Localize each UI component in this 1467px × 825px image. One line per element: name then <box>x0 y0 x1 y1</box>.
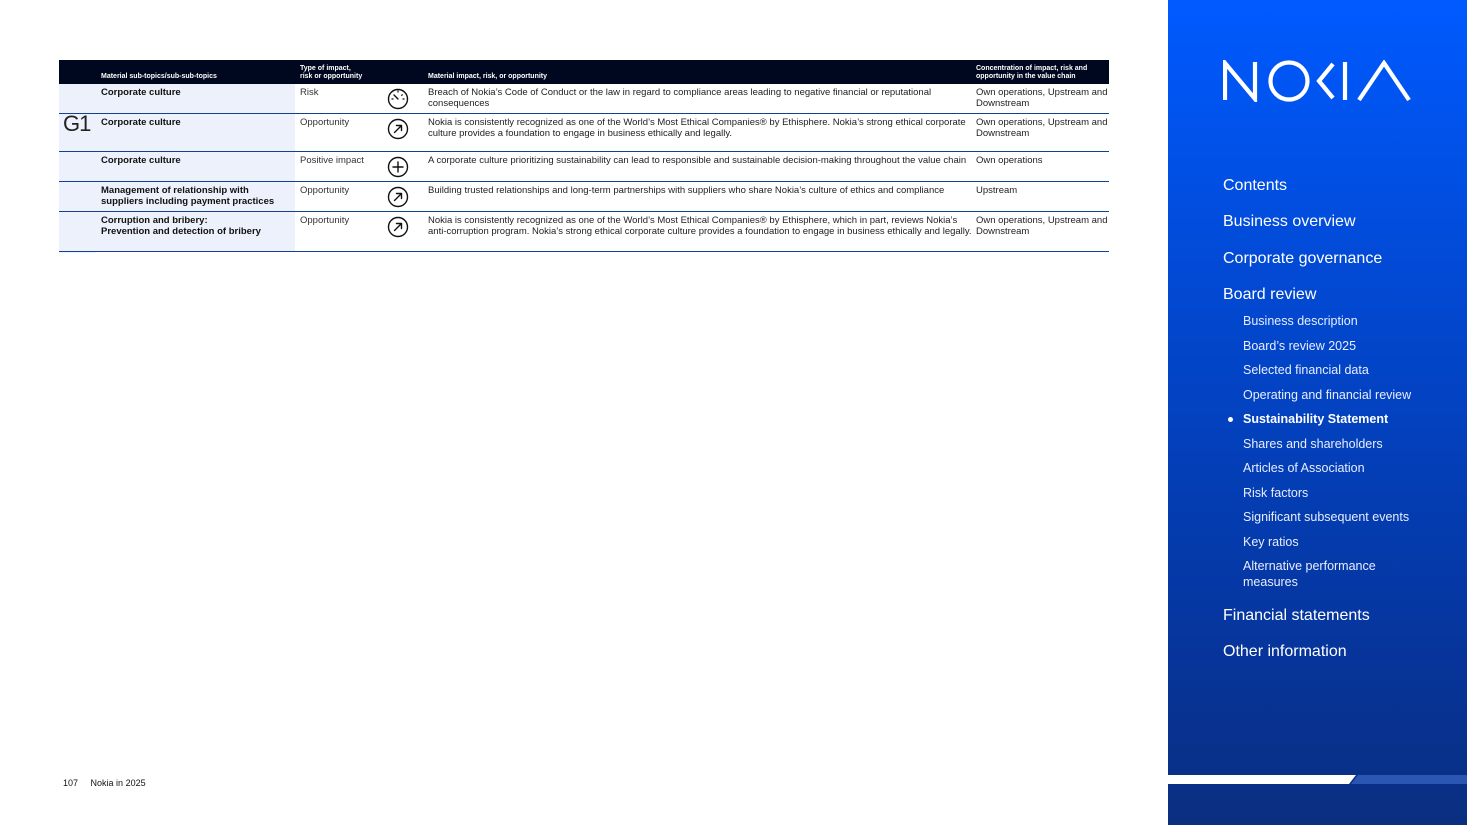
sidebar <box>1168 0 1467 825</box>
arrow-up-right-circle-icon <box>387 216 409 238</box>
row-type: Positive impact <box>300 155 364 166</box>
nav-risk-factors[interactable]: Risk factors <box>1243 486 1309 500</box>
row-conc: Own operations, Upstream and Downstream <box>976 87 1108 109</box>
page-number: 107 <box>63 778 79 788</box>
row-type: Opportunity <box>300 215 350 226</box>
header-desc: Material impact, risk, or opportunity <box>428 73 548 80</box>
row-type: Opportunity <box>300 117 350 128</box>
nav-business-description[interactable]: Business description <box>1243 314 1358 328</box>
active-bullet-icon <box>1228 417 1233 422</box>
row-desc: Nokia is consistently recognized as one of the World’s Most Ethical Companies® by Ethisphere. Nokia’s strong ethical corporate culture provides a foundation to engage in business ethically and legally. <box>428 117 966 139</box>
table-row <box>59 114 1109 152</box>
row-type: Risk <box>300 87 319 98</box>
page-footer <box>63 778 146 788</box>
plus-circle-icon <box>387 156 409 178</box>
table-row <box>59 182 1109 212</box>
document-title: Nokia in 2025 <box>90 778 146 788</box>
nav-key-ratios[interactable]: Key ratios <box>1243 535 1299 549</box>
header-topic: Material sub-topics/sub-sub-topics <box>101 73 217 80</box>
table-row <box>59 152 1109 182</box>
table-header <box>59 60 1109 84</box>
row-topic: Corporate culture <box>96 152 295 181</box>
nav-business-overview[interactable]: Business overview <box>1223 213 1356 230</box>
table-body <box>59 84 1109 252</box>
nokia-logo[interactable] <box>1223 60 1413 102</box>
row-topic: Management of relationship with suppliers including payment practices <box>96 182 295 211</box>
header-conc: Concentration of impact, risk and opportunity in the value chain <box>976 65 1088 80</box>
row-conc: Upstream <box>976 185 1018 196</box>
row-topic: Corporate culture <box>96 84 295 113</box>
nav-alternative-performance-measures[interactable]: Alternative performance measures <box>1243 559 1376 589</box>
nav-operating-financial-review[interactable]: Operating and financial review <box>1243 388 1412 402</box>
row-conc: Own operations, Upstream and Downstream <box>976 215 1108 237</box>
nav-significant-subsequent-events[interactable]: Significant subsequent events <box>1243 510 1410 524</box>
row-topic: Corruption and bribery: Prevention and detection of bribery <box>96 212 295 251</box>
arrow-up-right-circle-icon <box>387 186 409 208</box>
row-topic: Corporate culture <box>96 114 295 151</box>
row-conc: Own operations <box>976 155 1043 166</box>
table-row <box>59 84 1109 114</box>
nav-board-review[interactable]: Board review <box>1223 286 1317 303</box>
nav-selected-financial-data[interactable]: Selected financial data <box>1243 363 1369 377</box>
row-desc: Building trusted relationships and long-term partnerships with suppliers who share Nokia’s culture of ethics and compliance <box>428 185 945 196</box>
nav-boards-review-2025[interactable]: Board’s review 2025 <box>1243 339 1357 353</box>
nav-contents[interactable]: Contents <box>1223 177 1288 194</box>
arrow-up-right-circle-icon <box>387 118 409 140</box>
nav-sustainability-statement[interactable]: Sustainability Statement <box>1243 412 1389 426</box>
header-type: Type of impact, risk or opportunity <box>300 65 363 80</box>
row-conc: Own operations, Upstream and Downstream <box>976 117 1108 139</box>
nav-corporate-governance[interactable]: Corporate governance <box>1223 250 1383 267</box>
table-row <box>59 212 1109 252</box>
row-desc: A corporate culture prioritizing sustainability can lead to responsible and sustainable decision-making throughout the value chain <box>428 155 967 166</box>
row-type: Opportunity <box>300 185 350 196</box>
nav-shares-shareholders[interactable]: Shares and shareholders <box>1243 437 1383 451</box>
gauge-icon <box>387 88 409 110</box>
nav-articles-of-association[interactable]: Articles of Association <box>1243 461 1365 475</box>
decorative-stripe <box>1168 775 1467 784</box>
nav-financial-statements[interactable]: Financial statements <box>1223 607 1370 624</box>
materiality-table <box>59 60 1109 252</box>
nav-other-information[interactable]: Other information <box>1223 643 1347 660</box>
row-desc: Nokia is consistently recognized as one of the World’s Most Ethical Companies® by Ethisphere, which in part, reviews Nokia’s anti-corruption program. Nokia’s strong ethical corporate culture provides a foundation to engage in business ethically and legally. <box>428 215 972 237</box>
group-label: G1 <box>63 111 91 136</box>
row-desc: Breach of Nokia’s Code of Conduct or the law in regard to compliance areas leading to negative financial or reputational consequences <box>428 87 932 109</box>
